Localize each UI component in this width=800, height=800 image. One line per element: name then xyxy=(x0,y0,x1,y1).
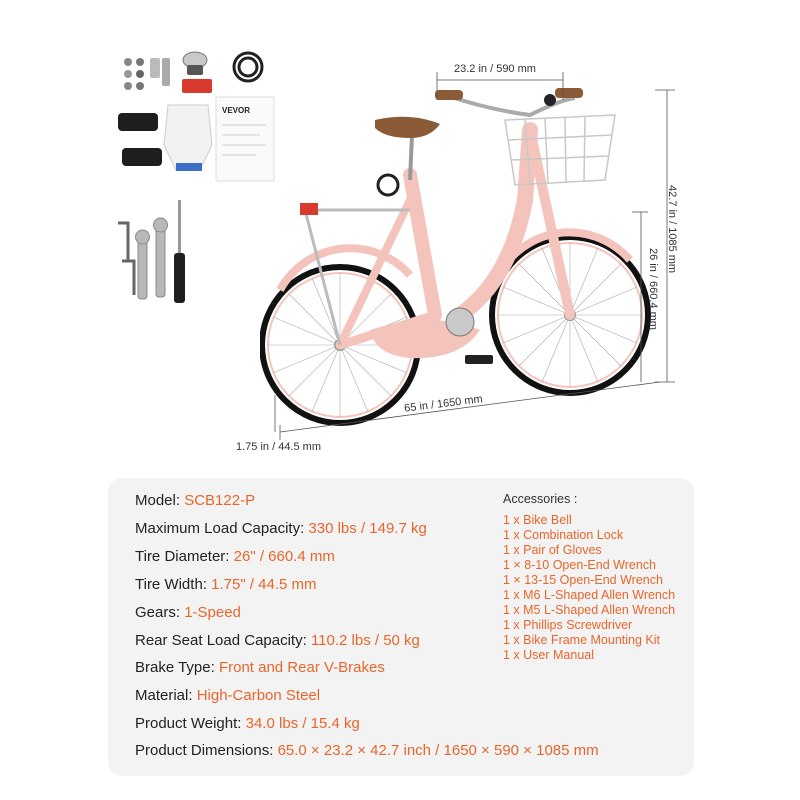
dim-tire-width: 1.75 in / 44.5 mm xyxy=(236,441,321,453)
spec-model: Model: SCB122-P xyxy=(135,492,256,509)
spec-tire-diameter: Tire Diameter: 26" / 660.4 mm xyxy=(135,548,335,565)
svg-text:VEVOR: VEVOR xyxy=(222,106,251,115)
spec-product-dimensions: Product Dimensions: 65.0 × 23.2 × 42.7 inch / 1650 × 590 × 1085 mm xyxy=(135,742,599,759)
dim-overall-height: 42.7 in / 1085 mm xyxy=(666,185,678,274)
spec-material: Material: High-Carbon Steel xyxy=(135,687,321,704)
accessory-item: 1 × 8-10 Open-End Wrench xyxy=(503,558,656,572)
accessory-item: 1 x Bike Bell xyxy=(503,513,572,527)
accessory-item: 1 x Pair of Gloves xyxy=(503,543,602,557)
spec-rear-seat-load: Rear Seat Load Capacity: 110.2 lbs / 50 kg xyxy=(135,632,420,649)
spec-max-load: Maximum Load Capacity: 330 lbs / 149.7 kg xyxy=(135,520,427,537)
accessory-item: 1 x M5 L-Shaped Allen Wrench xyxy=(503,603,676,617)
dim-handlebar-width: 23.2 in / 590 mm xyxy=(454,63,536,75)
dim-overall-length: 65 in / 1650 mm xyxy=(403,393,484,415)
accessory-item: 1 x M6 L-Shaped Allen Wrench xyxy=(503,588,676,602)
accessories-list xyxy=(503,513,675,663)
spec-product-weight: Product Weight: 34.0 lbs / 15.4 kg xyxy=(135,715,360,732)
accessory-item: 1 x User Manual xyxy=(503,648,595,662)
accessory-item: 1 x Phillips Screwdriver xyxy=(503,618,633,632)
accessory-item: 1 × 13-15 Open-End Wrench xyxy=(503,573,663,587)
accessories-title: Accessories : xyxy=(503,492,578,506)
spec-tire-width: Tire Width: 1.75" / 44.5 mm xyxy=(135,576,317,593)
dim-wheel-diameter: 26 in / 660.4 mm xyxy=(647,248,659,330)
spec-brake-type: Brake Type: Front and Rear V-Brakes xyxy=(135,659,385,676)
accessory-item: 1 x Bike Frame Mounting Kit xyxy=(503,633,661,647)
spec-gears: Gears: 1-Speed xyxy=(135,604,241,621)
accessory-item: 1 x Combination Lock xyxy=(503,528,624,542)
